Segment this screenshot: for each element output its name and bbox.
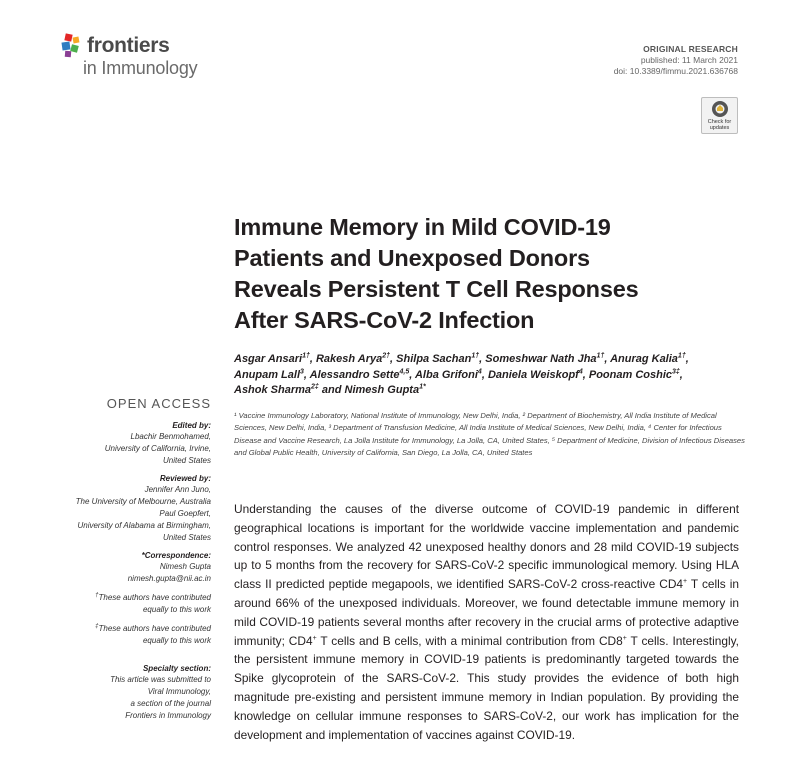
joint-senior-note-line: equally to this work	[142, 636, 211, 645]
author[interactable]: Rakesh Arya$^{2\dagger}$	[315, 352, 391, 365]
author[interactable]: Asgar Ansari$^{1\dagger}$	[234, 352, 310, 365]
correspondence-heading: *Correspondence:	[141, 551, 211, 560]
equal-contribution-note: †These authors have contributed	[95, 592, 211, 602]
logo-word-frontiers: frontiers	[87, 34, 170, 57]
title-line: After SARS-CoV-2 Infection	[234, 307, 535, 333]
title-line: Reveals Persistent T Cell Responses	[234, 276, 639, 302]
check-for-updates-badge[interactable]	[701, 97, 738, 134]
title-line: Immune Memory in Mild COVID-19	[234, 214, 611, 240]
specialty-heading: Specialty section:	[142, 664, 211, 673]
reviewer-name[interactable]: Jennifer Ann Juno,	[144, 485, 211, 494]
edited-by-heading: Edited by:	[172, 421, 211, 430]
reviewer-name[interactable]: Paul Goepfert,	[159, 509, 211, 518]
correspondence-email[interactable]: nimesh.gupta@nii.ac.in	[127, 574, 211, 583]
article-meta	[614, 44, 738, 77]
open-access-label: OPEN ACCESS	[106, 396, 211, 411]
editor-name[interactable]: Lbachir Benmohamed,	[130, 432, 211, 441]
author[interactable]: Daniela Weiskopf$^4$	[487, 367, 583, 381]
abstract: Understanding the causes of the diverse outcome of COVID-19 pandemic in different geographical locations is important for the worldwide vaccine implementation and pandemic control responses. We analyzed 42 unexposed healthy donors and 28 mild COVID-19 subjects up to 5 months from the recovery for SARS-CoV-2 specific immunological memory. Using HLA class II predicted peptide megapools, we identified SARS-CoV-2 cross-reactive CD4+ T cells in around 66% of the unexposed individuals. Moreover, we found detectable immune memory in mild COVID-19 patients several months after recovery in the crucial arms of protective adaptive immunity; CD4+ T cells and B cells, with a minimal contribution from CD8+ T cells. Interestingly, the persistent immune memory in COVID-19 patients is predominantly targeted towards the Spike glycoprotein of the SARS-CoV-2. This study provides the evidence of both high magnitude pre-existing and persistent immune memory in Indian population. By providing the knowledge on cellular immune responses to SARS-CoV-2, our work has implication for the development and implementation of vaccines against COVID-19.	[234, 502, 739, 742]
joint-senior-note: ‡These authors have contributed	[95, 623, 211, 633]
badge-line-1: Check for	[707, 119, 732, 125]
author[interactable]: Anupam Lall$^3$	[234, 367, 304, 381]
author[interactable]: Nimesh Gupta$^{1*}$	[344, 383, 426, 396]
author[interactable]: Alessandro Sette$^{4,5}$	[309, 367, 410, 381]
author-list: Asgar Ansari$^{1\dagger}$, Rakesh Arya$^{2\dagger}$, Shilpa Sachan$^{1\dagger}$, Someshwar Nath Jha$^{1\dagger}$, Anurag Kalia$^{1\dagger}$, Anupam Lall$^3$, Alessandro Sette$^{4,5}$, Alba Grifoni$^4$, Daniela Weiskopf$^4$, Poonam Coshic$^{3\ddagger}$, Ashok Sharma$^{2\ddagger}$ and Nimesh Gupta$^{1*}$	[234, 352, 689, 396]
author[interactable]: Poonam Coshic$^{3\ddagger}$	[588, 367, 680, 381]
editor-country: United States	[162, 456, 211, 465]
equal-contribution-note-line: equally to this work	[142, 605, 211, 614]
editor-affiliation: University of California, Irvine,	[104, 444, 211, 453]
journal-logo	[59, 32, 229, 82]
specialty-line: This article was submitted to	[110, 675, 211, 684]
logo-word-journal: in Immunology	[83, 58, 198, 78]
crossmark-icon	[710, 100, 730, 119]
specialty-line: Viral Immunology,	[147, 687, 211, 696]
author[interactable]: Someshwar Nath Jha$^{1\dagger}$	[485, 352, 605, 365]
published-date: published: 11 March 2021	[640, 55, 738, 65]
author[interactable]: Shilpa Sachan$^{1\dagger}$	[396, 352, 480, 365]
badge-line-2: updates	[709, 125, 730, 131]
article-type: ORIGINAL RESEARCH	[643, 44, 738, 54]
doi[interactable]: doi: 10.3389/fimmu.2021.636768	[613, 66, 738, 76]
specialty-line: Frontiers in Immunology	[125, 711, 211, 720]
reviewer-affiliation: The University of Melbourne, Australia	[75, 497, 211, 506]
specialty-line: a section of the journal	[130, 699, 211, 708]
sidebar	[40, 396, 211, 722]
author[interactable]: Ashok Sharma$^{2\ddagger}$	[234, 383, 319, 396]
frontiers-logo-icon	[59, 32, 85, 58]
affiliations: ¹ Vaccine Immunology Laboratory, National Institute of Immunology, New Delhi, India, ² Department of Biochemistry, All India Institute of Medical Sciences, New Delhi, India, ³ Department of Transfusion Medicine, All India Institute of Medical Sciences, New Delhi, India, ⁴ Center for Infectious Disease and Vaccine Research, La Jolla Institute for Immunology, La Jolla, CA, United States, ⁵ Department of Medicine, Division of Infectious Diseases and Global Public Health, University of California, San Diego, La Jolla, CA, United States	[234, 411, 745, 457]
author[interactable]: Alba Grifoni$^4$	[414, 367, 482, 381]
title-line: Patients and Unexposed Donors	[234, 245, 590, 271]
correspondence-name: Nimesh Gupta	[159, 562, 211, 571]
reviewed-by-heading: Reviewed by:	[159, 474, 211, 483]
reviewer-country: United States	[162, 533, 211, 542]
reviewer-affiliation: University of Alabama at Birmingham,	[77, 521, 211, 530]
article-title	[234, 212, 754, 336]
author[interactable]: Anurag Kalia$^{1\dagger}$	[610, 352, 686, 365]
